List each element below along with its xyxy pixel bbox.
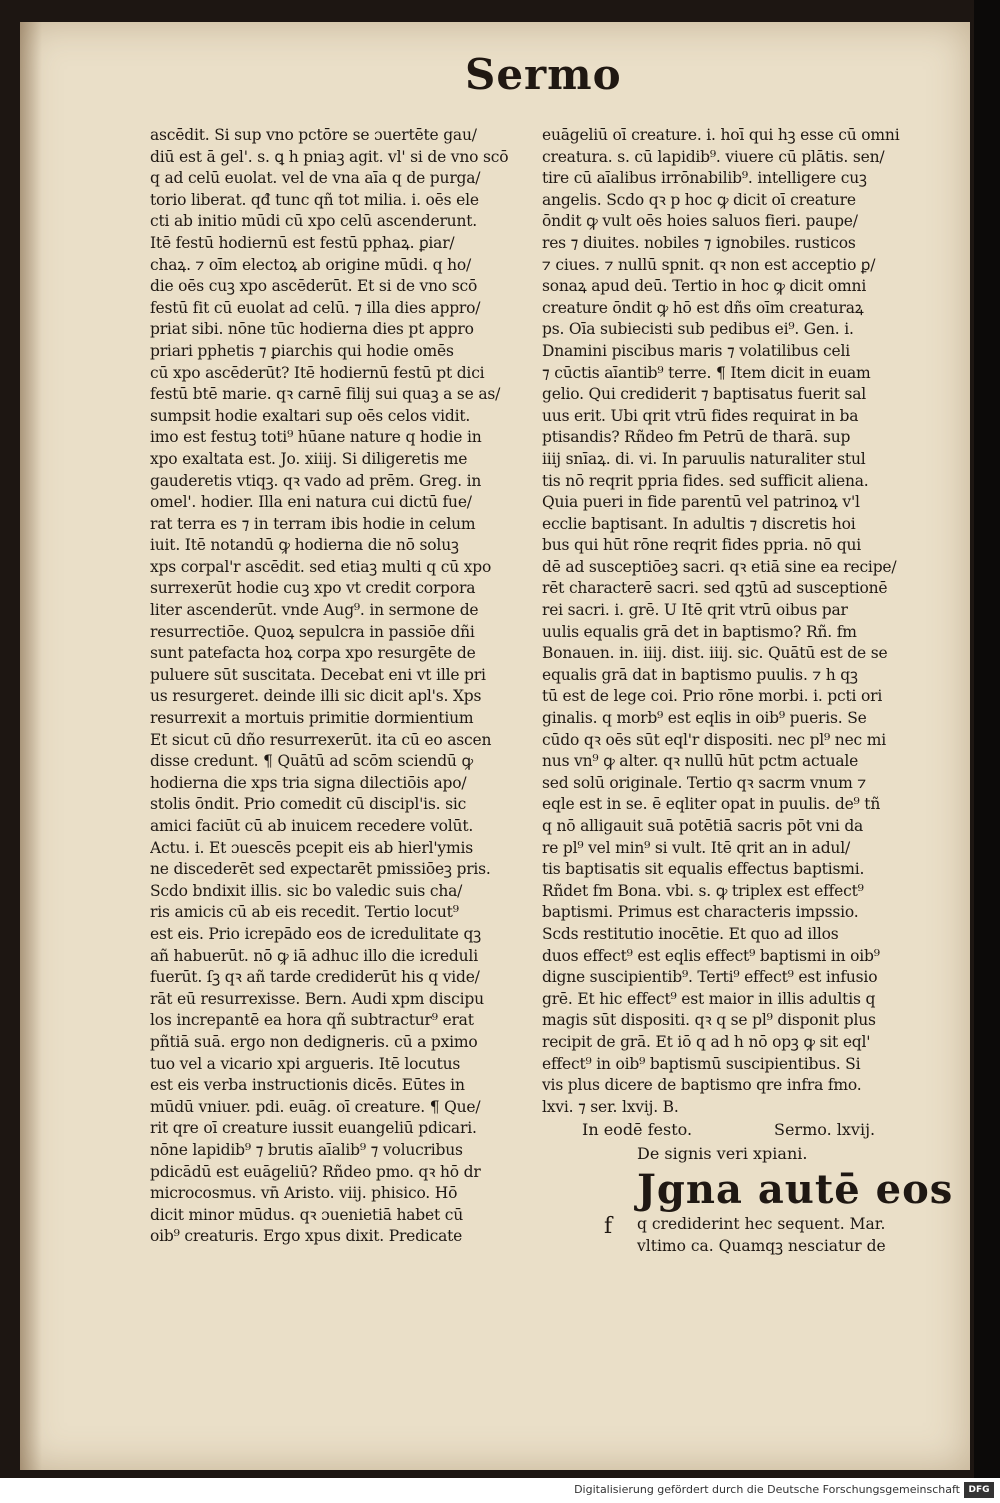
text-line: hodierna die xps tria signa dilectiōis apo/ [150, 773, 467, 792]
text-line: resurrexit a mortuis primitie dormientium [150, 709, 474, 728]
text-line: diū est ā gel'. s. ꝗ h pniaꝫ agit. vl' si de vno scō [150, 147, 509, 166]
text-line: vltimo ca. Quamqꝫ nesciatur de [637, 1236, 886, 1255]
signature-mark: f [604, 1214, 613, 1240]
text-line: gelio. Qui crediderit ⁊ baptisatus fuerit sal [542, 385, 867, 404]
text-line: creatura. s. cū lapidib⁹. viuere cū plātis. sen/ [542, 147, 885, 166]
text-line: xpo exaltata est. Jo. xiiij. Si diligeretis me [150, 449, 468, 468]
text-line: tuo vel a vicario xpi argueris. Itē locutus [150, 1054, 461, 1073]
text-line: Scdo bndixit illis. sic bo valedic suis cha/ [150, 881, 463, 900]
text-line: iuit. Itē notandū ꝙ hodierna die nō soluꝫ [150, 536, 459, 555]
text-line: us resurgeret. deinde illi sic dicit apl's. Xps [150, 687, 482, 706]
sermon-subtitle: De signis veri xpiani. [637, 1144, 808, 1164]
text-line: uus erit. Ubi qrit vtrū fides requirat in ba [542, 406, 859, 425]
text-line: re pl⁹ vel min⁹ si vult. Itē qrit an in adul/ [542, 838, 850, 857]
text-line: amici faciūt cū ab inuicem recedere volūt. [150, 817, 474, 835]
text-line: rei sacri. i. grē. U Itē qrit vtrū oibus par [542, 601, 848, 620]
text-line: sonaꝝ apud deū. Tertio in hoc ꝙ dicit omni [542, 277, 867, 296]
text-line: Actu. i. Et ɔuescēs pcepit eis ab hierl'ymis [150, 838, 473, 857]
text-line: surrexerūt hodie cuꝫ xpo vt credit corpora [150, 579, 476, 598]
right-column [542, 125, 954, 1258]
text-line: duos effect⁹ est eqlis effect⁹ baptismi in oib⁹ [542, 946, 880, 965]
sermon-heading [542, 1118, 937, 1142]
text-line: priat sibi. nōne tūc hodierna dies pt appro [150, 320, 474, 339]
dfg-logo: DFG [964, 1482, 994, 1498]
text-line: ōndit ꝙ vult oēs hoies saluos fieri. paupe/ [542, 212, 858, 231]
text-line: q ad celū euolat. vel de vna aīa q de purga/ [150, 169, 481, 188]
text-line: ptisandis? Rñdeo fm Petrū de tharā. sup [542, 428, 851, 447]
text-line: vis plus dicere de baptismo qre infra fmo. [542, 1076, 862, 1095]
text-line: bus qui hūt rōne reqrit fides ppria. nō qui [542, 536, 862, 555]
text-line: uulis equalis grā det in baptismo? Rñ. fm [542, 622, 857, 641]
text-line: Dnamini piscibus maris ⁊ volatilibus celi [542, 341, 850, 360]
text-line: Scds restitutio inocētie. Et quo ad illos [542, 924, 839, 943]
text-line: priari pphetis ⁊ ꝑiarchis qui hodie omēs [150, 341, 454, 360]
text-line: tū est de lege coi. Prio rōne morbi. i. pcti ori [542, 687, 883, 706]
text-line: sumpsit hodie exaltari sup oēs celos vidit. [150, 406, 471, 425]
text-line: oib⁹ creaturis. Ergo xpus dixit. Predicate [150, 1227, 463, 1246]
text-line: microcosmus. vn̄ Aristo. viij. phisico. Hō [150, 1184, 458, 1203]
text-line: q nō alligauit suā potētiā sacris pōt vni da [542, 817, 864, 835]
text-line: gauderetis vtiqꝫ. qꝛ vado ad prēm. Greg. in [150, 471, 482, 490]
text-line: stolis ōndit. Prio comedit cū discipl'is. sic [150, 795, 467, 814]
text-line: nōne lapidib⁹ ⁊ brutis aīalib⁹ ⁊ volucribus [150, 1140, 463, 1159]
text-line: torio liberat. qđ tunc qñ tot milia. i. oēs ele [150, 190, 479, 209]
text-line: ecclie baptisant. In adultis ⁊ discretis hoi [542, 514, 856, 533]
text-line: ⁊ cūctis aīantib⁹ terre. ¶ Item dicit in euam [542, 363, 871, 382]
text-line: dicit minor mūdus. qꝛ ɔuenietiā habet cū [150, 1205, 464, 1224]
text-line: angelis. Scdo qꝛ p hoc ꝙ dicit oī creature [542, 190, 856, 209]
text-line: digne suscipientib⁹. Terti⁹ effect⁹ est infusio [542, 968, 878, 987]
text-line: magis sūt dispositi. qꝛ q se pl⁹ disponit plus [542, 1011, 876, 1030]
sermon-incipit: Jgna autē eos [637, 1166, 954, 1214]
text-line: cti ab initio mūdi cū xpo celū ascenderunt. [150, 212, 478, 231]
text-line: lxvi. ⁊ ser. lxvij. B. [542, 1097, 679, 1116]
text-line: tire cū aīalibus irrōnabilib⁹. intelligere cuꝫ [542, 169, 867, 188]
text-line: xps corpal'r ascēdit. sed etiaꝫ multi q cū xpo [150, 557, 492, 576]
text-line: effect⁹ in oib⁹ baptismū suscipientibus. Si [542, 1054, 861, 1073]
text-line: Itē festū hodiernū est festū pphaꝝ. ꝑiar/ [150, 233, 455, 252]
text-line: rit qre oī creature iussit euangeliū pdicari. [150, 1119, 477, 1138]
running-header: Sermo [465, 50, 622, 99]
text-line: baptismi. Primus est characteris impssio. [542, 903, 859, 922]
text-line: eqle est in se. ē eqliter opat in puulis. de⁹ tñ [542, 795, 881, 814]
text-line: omel'. hodier. Illa eni natura cui dictū fue/ [150, 493, 472, 512]
text-line: tis nō reqrit ppria fides. sed sufficit aliena. [542, 471, 869, 490]
text-line: ascēdit. Si sup vno pctōre se ɔuertēte gau/ [150, 126, 477, 144]
text-line: imo est festuꝫ toti⁹ hūane nature q hodie in [150, 428, 482, 447]
sermon-feast-label: In eodē festo. [582, 1120, 693, 1140]
text-line: Rñdet fm Bona. vbi. s. ꝙ triplex est effect⁹ [542, 881, 864, 900]
text-line: est eis. Prio icrepādo eos de icredulitate qꝫ [150, 924, 481, 943]
text-line: equalis grā dat in baptismo puulis. ⁊ h qꝫ [542, 665, 858, 684]
text-line: pñtiā suā. ergo non dedigneris. cū a pximo [150, 1032, 478, 1051]
text-line: chaꝝ. ⁊ oīm electoꝝ ab origine mūdi. q ho/ [150, 255, 472, 274]
text-line: dē ad susceptiōeꝫ sacri. qꝛ etiā sine ea recipe/ [542, 557, 897, 576]
text-line: cū xpo ascēderūt? Itē hodiernū festū pt dici [150, 363, 485, 382]
text-line: tis baptisatis sit equalis effectus baptismi. [542, 860, 865, 879]
text-line: ne discederēt sed expectarēt pmissiōeꝫ pris. [150, 860, 491, 879]
footer-bar [0, 1478, 1000, 1503]
text-line: sed solū originale. Tertio qꝛ sacrm vnum ⁊ [542, 773, 866, 792]
text-line: los increpantē ea hora qñ subtractur⁹ erat [150, 1011, 474, 1030]
text-line: liter ascenderūt. vnde Aug⁹. in sermone de [150, 601, 479, 620]
text-line: est eis verba instructionis dicēs. Eūtes in [150, 1076, 465, 1095]
sermon-opening [542, 1214, 937, 1257]
footer-credit: Digitalisierung gefördert durch die Deutsche Forschungsgemeinschaft [574, 1483, 960, 1496]
text-line: rat terra es ⁊ in terram ibis hodie in celum [150, 514, 476, 533]
text-line: res ⁊ diuites. nobiles ⁊ ignobiles. rusticos [542, 233, 856, 252]
text-line: mūdū vniuer. pdi. euāg. oī creature. ¶ Que/ [150, 1097, 481, 1116]
text-line: grē. Et hic effect⁹ est maior in illis adultis q [542, 989, 876, 1008]
text-line: añ habuerūt. nō ꝙ iā adhuc illo die icreduli [150, 946, 478, 965]
text-line: fuerūt. ſꝫ qꝛ añ tarde crediderūt his q vide/ [150, 968, 480, 987]
text-line: euāgeliū oī creature. i. hoī qui hꝫ esse cū omni [542, 126, 900, 144]
text-line: festū fit cū euolat ad celū. ⁊ illa dies appro/ [150, 298, 481, 317]
text-line: ps. Oīa subiecisti sub pedibus ei⁹. Gen. i. [542, 320, 854, 339]
text-line: rēt characterē sacri. sed qꝫtū ad susceptionē [542, 579, 888, 598]
text-line: puluere sūt suscitata. Decebat eni vt ille pri [150, 665, 486, 684]
text-line: ris amicis cū ab eis recedit. Tertio locut⁹ [150, 903, 459, 922]
text-line: q crediderint hec sequent. Mar. [637, 1215, 886, 1234]
text-line: nus vn⁹ ꝙ alter. qꝛ nullū hūt pctm actuale [542, 752, 859, 771]
text-line: iiij snīaꝝ. di. vi. In paruulis naturaliter stul [542, 449, 866, 468]
text-line: ⁊ ciues. ⁊ nullū spnit. qꝛ non est acceptio ꝑ/ [542, 255, 876, 274]
scan-edge-strip [974, 0, 1000, 1478]
text-line: creature ōndit ꝙ hō est dñs oīm creaturaꝝ [542, 298, 864, 317]
text-line: Bonauen. in. iiij. dist. iiij. sic. Quātū est de se [542, 644, 888, 663]
text-line: ginalis. q morb⁹ est eqlis in oib⁹ pueris. Se [542, 709, 867, 728]
text-line: resurrectiōe. Quoꝝ sepulcra in passiōe dñi [150, 622, 475, 641]
text-line: sunt patefacta hoꝝ corpa xpo resurgēte de [150, 644, 476, 663]
text-line: cūdo qꝛ oēs sūt eql'r dispositi. nec pl⁹ nec mi [542, 730, 887, 749]
text-line: die oēs cuꝫ xpo ascēderūt. Et si de vno scō [150, 277, 478, 296]
text-line: rāt eū resurrexisse. Bern. Audi xpm discipu [150, 989, 484, 1008]
text-line: disse credunt. ¶ Quātū ad scōm sciendū ꝙ [150, 752, 473, 771]
left-column [150, 125, 538, 1248]
text-line: Et sicut cū dño resurrexerūt. ita cū eo ascen [150, 730, 492, 749]
text-line: festū btē marie. qꝛ carnē filij sui quaꝫ a se as/ [150, 385, 501, 404]
sermon-number: Sermo. lxvij. [774, 1120, 876, 1140]
text-line: pdicādū est euāgeliū? Rñdeo pmo. qꝛ hō dr [150, 1162, 481, 1181]
text-line: Quia pueri in fide parentū vel patrinoꝝ v'l [542, 493, 860, 512]
text-line: recipit de grā. Et iō q ad h nō opꝫ ꝙ sit eql' [542, 1032, 871, 1051]
